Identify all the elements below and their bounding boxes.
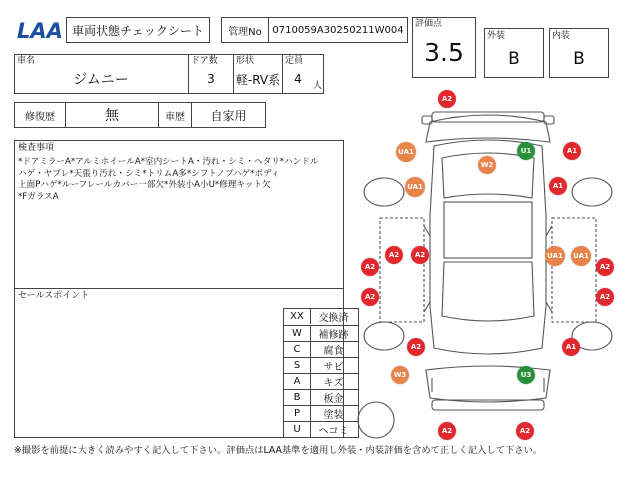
legend-desc: 塗装 [323,410,344,421]
legend-desc: サビ [323,362,344,373]
legend-code: B [284,390,311,405]
damage-marker-a2: A2 [438,90,456,108]
shape-label: 形状 [236,56,255,66]
inspection-line: *ドアミラーA*アルミホイールA*室内シートA・汚れ・シミ・ヘタリ*ハンドル [18,157,319,167]
damage-marker-a2: A2 [361,288,379,306]
inspection-line: 上面Pハゲ*ルーフレールカバー一部欠*外装小A小U*修理キット欠 [18,180,271,191]
usage-label: 車歴 [165,111,185,123]
car-name-value: ジムニー [73,72,129,88]
sheet-title: 車両状態チェックシート [72,23,204,38]
damage-marker-w3: W3 [391,366,409,384]
damage-marker-a1: A1 [563,142,581,160]
damage-marker-ua1: UA1 [396,142,416,162]
kanri-label: 管理No [228,26,262,38]
legend-desc: 板金 [323,394,344,405]
laa-logo-graphic [14,17,66,43]
damage-marker-u1: U1 [517,142,535,160]
legend-row [284,373,358,389]
capacity-label: 定員 [285,56,304,66]
damage-marker-a2: A2 [596,258,614,276]
logo-text: LAA [17,19,63,43]
damage-marker-ua1: UA1 [545,246,565,266]
legend-desc: ヘコミ [318,426,349,437]
legend-row [284,389,358,405]
score-label: 評価点 [415,19,443,29]
kanri-label-box [221,17,269,43]
legend-code: C [284,342,311,357]
inspection-label: 検査事項 [18,143,55,153]
front-mirror-right [544,116,554,124]
history-row [14,102,266,128]
wheel-rear-left [364,322,404,350]
interior-grade: B [573,49,585,69]
score-box [412,17,476,78]
exterior-grade: B [508,49,520,69]
doors-label: ドア数 [191,56,218,66]
car-left-side-view [380,218,424,322]
exterior-label: 外装 [487,31,506,41]
legend-row [284,405,358,421]
inspection-notes [18,157,340,203]
damage-marker-a2: A2 [516,422,534,440]
damage-marker-ua1: UA1 [405,177,425,197]
damage-legend [283,308,359,438]
legend-code: P [284,406,311,421]
legend-code: XX [284,309,311,324]
inspection-line: ハゲ・ヤブレ*天張り汚れ・シミ*トリムA多*シフトノブハゲ*ボディ [18,168,280,179]
usage-value: 自家用 [210,108,247,123]
doors-value: 3 [207,72,215,86]
score-value: 3.5 [424,37,464,67]
damage-marker-a2: A2 [385,246,403,264]
footer-note: ※撮影を前提に大きく読みやすく記入して下さい。評価点はLAA基準を適用し外装・内装評価を含めて正しく記入して下さい。 [14,445,543,456]
legend-row [284,325,358,341]
damage-marker-u3: U3 [517,366,535,384]
capacity-unit: 人 [313,81,323,91]
spare-tire [358,402,394,438]
damage-marker-ua1: UA1 [571,246,591,266]
repair-history-label: 修復歴 [25,111,55,123]
legend-row [284,357,358,373]
wheel-front-left [364,178,404,206]
car-right-side-view [552,218,596,322]
front-bumper [432,112,544,122]
damage-marker-a2: A2 [596,288,614,306]
legend-desc: 腐食 [323,346,344,357]
interior-box [549,28,609,78]
vehicle-row [14,54,324,94]
exterior-box [484,28,544,78]
laa-logo [14,17,66,43]
kanri-number: 0710059A30250211W004 [272,24,404,36]
sales-point-label: セールスポイント [18,291,90,301]
car-front-view [426,115,550,142]
damage-marker-a1: A1 [562,338,580,356]
legend-row [284,309,358,325]
legend-code: W [284,326,311,341]
capacity-value: 4 [294,72,302,86]
car-name-label: 車名 [17,56,36,66]
damage-marker-a2: A2 [407,338,425,356]
damage-marker-a2: A2 [361,258,379,276]
interior-label: 内装 [552,31,571,41]
repair-history-value: 無 [105,108,119,124]
shape-value: 軽-RV系 [235,72,281,87]
damage-marker-w2: W2 [478,156,496,174]
legend-code: A [284,374,311,389]
legend-desc: 交換済 [318,313,349,324]
kanri-value-box [268,17,408,43]
legend-desc: キズ [323,378,344,389]
title-box [66,17,210,43]
legend-row [284,341,358,357]
wheel-front-right [572,178,612,206]
legend-code: U [284,422,311,437]
front-mirror-left [422,116,432,124]
legend-desc: 補修跡 [318,330,349,341]
damage-marker-a2: A2 [438,422,456,440]
damage-marker-a2: A2 [411,246,429,264]
inspection-line: *FガラスA [18,191,59,202]
damage-marker-a1: A1 [549,177,567,195]
legend-code: S [284,358,311,373]
legend-row [284,421,358,437]
